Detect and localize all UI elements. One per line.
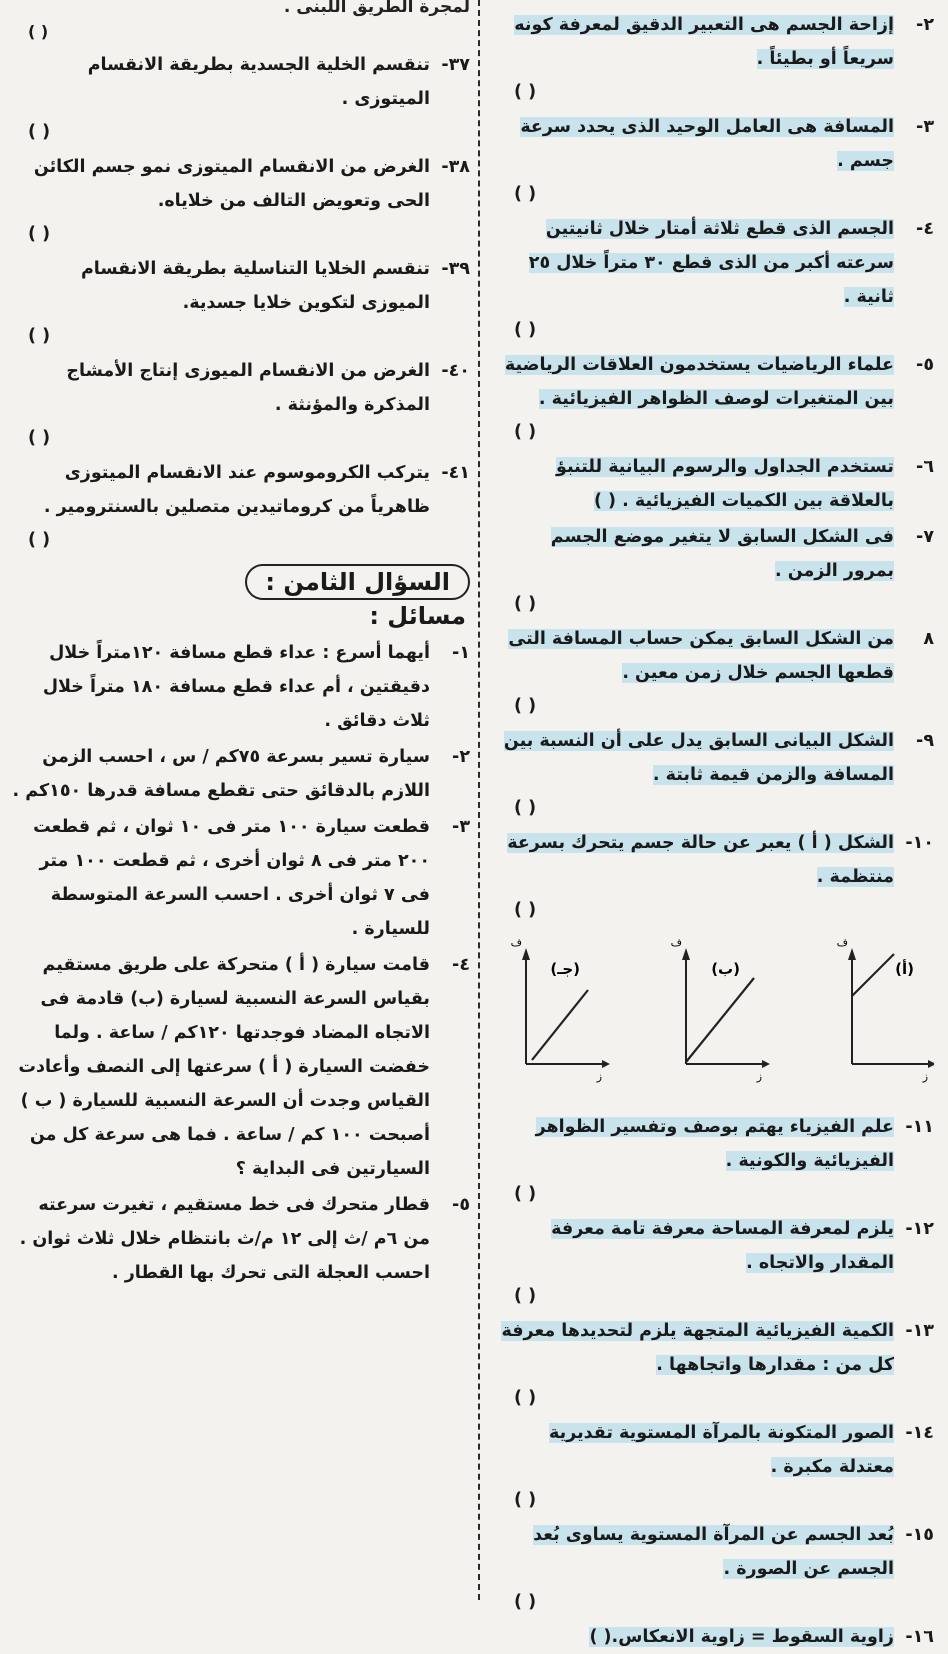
question-item	[496, 212, 934, 346]
question-number: ٤-	[916, 219, 934, 239]
answer-parens[interactable]: ( )	[514, 798, 537, 818]
question-text: الغرض من الانقسام الميتوزى نمو جسم الكائن الحى وتعويض التالف من خلاياه.	[33, 157, 430, 211]
answer-parens[interactable]: ( )	[514, 1286, 537, 1306]
question-number: ٧-	[916, 527, 934, 547]
graph-a-label: (أ)	[895, 960, 914, 978]
question-number: ١٣-	[905, 1321, 934, 1341]
question-item	[10, 48, 470, 148]
question-text: بُعد الجسم عن المرآة المستوية يساوى بُعد الجسم عن الصورة .	[533, 1525, 894, 1579]
question-item	[10, 810, 470, 946]
question-number: ٣-	[916, 117, 934, 137]
question-text: علماء الرياضيات يستخدمون العلاقات الرياضية بين المتغيرات لوصف الظواهر الفيزيائية .	[504, 355, 894, 409]
question-number: ١٠-	[905, 833, 934, 853]
question-item	[496, 1314, 934, 1414]
graph-a-yaxis: ف	[836, 936, 848, 949]
question-item	[496, 1110, 934, 1210]
answer-parens[interactable]: ( )	[28, 224, 51, 244]
question-number: ٤-	[452, 955, 470, 975]
question-number: ٥-	[452, 1195, 470, 1215]
answer-parens[interactable]: ( )	[514, 594, 537, 614]
question-text: أيهما أسرع : عداء قطع مسافة ١٢٠متراً خلال دقيقتين ، أم عداء قطع مسافة ١٨٠ متراً خلال ثلاث دقائق .	[42, 643, 430, 731]
answer-parens[interactable]: ( )	[28, 326, 51, 346]
question-item	[496, 1518, 934, 1618]
section-subtitle: مسائل :	[369, 602, 466, 630]
question-item	[496, 520, 934, 620]
cut-text: لمجرة الطريق اللبنى .	[283, 0, 470, 17]
answer-parens[interactable]: ( )	[28, 530, 51, 550]
question-item	[496, 724, 934, 824]
section-title: السؤال الثامن :	[245, 564, 470, 600]
answer-parens[interactable]: ( )	[514, 422, 537, 442]
question-number: ٤٠-	[441, 361, 470, 381]
question-number: ١-	[452, 643, 470, 663]
answer-parens[interactable]: ( )	[514, 1184, 537, 1204]
answer-parens[interactable]: ( )	[514, 82, 537, 102]
graph-b-label: (ب)	[711, 960, 740, 978]
question-number: ٣٨-	[441, 157, 470, 177]
true-false-list-3	[10, 48, 470, 556]
answer-parens[interactable]: ( )	[514, 1592, 537, 1612]
question-number: ٦-	[916, 457, 934, 477]
question-item	[496, 1212, 934, 1312]
answer-parens: ( )	[28, 22, 49, 41]
question-text: الشكل البيانى السابق يدل على أن النسبة بين المسافة والزمن قيمة ثابتة .	[503, 731, 894, 785]
question-item	[10, 252, 470, 352]
answer-parens[interactable]: ( )	[28, 428, 51, 448]
question-number: ٢-	[452, 747, 470, 767]
question-text: قطعت سيارة ١٠٠ متر فى ١٠ ثوان ، ثم قطعت ٢٠٠ متر فى ٨ ثوان أخرى ، ثم قطعت ١٠٠ متر فى ٧ ثوان أخرى . احسب السرعة المتوسطة للسيارة .	[33, 817, 430, 939]
answer-parens[interactable]: ( )	[28, 122, 51, 142]
answer-parens[interactable]: ( )	[514, 1490, 537, 1510]
question-item	[496, 110, 934, 210]
question-number: ٨	[923, 629, 934, 649]
question-item	[10, 1188, 470, 1290]
question-item	[496, 1620, 934, 1654]
graph-c-label: (جـ)	[550, 960, 580, 978]
question-item	[496, 450, 934, 518]
question-number: ١٤-	[905, 1423, 934, 1443]
question-item	[10, 740, 470, 808]
question-text: الشكل ( أ ) يعبر عن حالة جسم يتحرك بسرعة منتظمة .	[507, 833, 894, 887]
answer-parens[interactable]: ( )	[514, 900, 537, 920]
right-column	[478, 0, 948, 1647]
question-text: تستخدم الجداول والرسوم البيانية للتنبؤ بالعلاقة بين الكميات الفيزيائية . ( )	[555, 457, 894, 511]
question-item	[496, 348, 934, 448]
question-text: من الشكل السابق يمكن حساب المسافة التى قطعها الجسم خلال زمن معين .	[508, 629, 894, 683]
question-item	[496, 1416, 934, 1516]
question-text: قامت سيارة ( أ ) متحركة على طريق مستقيم بقياس السرعة النسبية لسيارة (ب) قادمة فى الاتجاه المضاد فوجدتها ١٢٠كم / ساعة . ولما خفضت السيارة ( أ ) سرعتها إلى النصف وأعادت القياس وجدت أن السرعة النسبية للسيارة ( ب ) أصبحت ١٠٠ كم / ساعة . فما هى سرعة كل من السيارتين فى البداية ؟	[18, 955, 430, 1179]
question-text: يلزم لمعرفة المساحة معرفة تامة معرفة المقدار والاتجاه .	[551, 1219, 894, 1273]
question-item	[496, 826, 934, 926]
left-column	[0, 0, 478, 1600]
graph-b	[671, 936, 770, 1083]
graph-a	[837, 936, 934, 1083]
question-text: الجسم الذى قطع ثلاثة أمتار خلال ثانيتين سرعته أكبر من الذى قطع ٣٠ متراً خلال ٢٥ ثانية .	[528, 219, 894, 307]
question-number: ١٢-	[905, 1219, 934, 1239]
graphs-figure	[496, 934, 934, 1104]
question-text: علم الفيزياء يهتم بوصف وتفسير الظواهر الفيزيائية والكونية .	[535, 1117, 894, 1171]
question-text: قطار متحرك فى خط مستقيم ، تغيرت سرعته من ٦م /ث إلى ١٢ م/ث بانتظام خلال ثلاث ثوان . احسب العجلة التى تحرك بها القطار .	[19, 1195, 430, 1283]
question-text: إزاحة الجسم هى التعبير الدقيق لمعرفة كونه سريعاً أو بطيئاً .	[514, 15, 894, 69]
graph-b-xaxis: ز	[756, 1070, 762, 1083]
question-item	[496, 8, 934, 108]
question-text: الكمية الفيزيائية المتجهة يلزم لتحديدها معرفة كل من : مقدارها واتجاهها .	[501, 1321, 894, 1375]
answer-parens[interactable]: ( )	[514, 320, 537, 340]
problems-list	[10, 636, 470, 1290]
question-text: سيارة تسير بسرعة ٧٥كم / س ، احسب الزمن اللازم بالدقائق حتى تقطع مسافة قدرها ١٥٠كم .	[12, 747, 430, 801]
question-number: ٤١-	[441, 463, 470, 483]
question-text: تنقسم الخلايا التناسلية بطريقة الانقسام الميوزى لتكوين خلايا جسدية.	[80, 259, 430, 313]
question-number: ١٦-	[905, 1627, 934, 1647]
question-text: زاوية السقوط = زاوية الانعكاس.( )	[589, 1627, 894, 1647]
question-number: ٣-	[452, 817, 470, 837]
question-text: تنقسم الخلية الجسدية بطريقة الانقسام الميتوزى .	[87, 55, 430, 109]
answer-parens[interactable]: ( )	[514, 184, 537, 204]
question-item	[10, 948, 470, 1186]
graphs-svg	[496, 934, 934, 1104]
question-number: ٩-	[916, 731, 934, 751]
graph-a-xaxis: ز	[922, 1070, 928, 1083]
question-text: الغرض من الانقسام الميوزى إنتاج الأمشاج المذكرة والمؤنثة .	[66, 361, 430, 415]
answer-parens[interactable]: ( )	[514, 1388, 537, 1408]
question-item	[10, 636, 470, 738]
true-false-list-1	[496, 8, 934, 926]
question-item	[10, 150, 470, 250]
answer-parens[interactable]: ( )	[514, 696, 537, 716]
question-text: الصور المتكونة بالمرآة المستوية تقديرية معتدلة مكبرة .	[549, 1423, 894, 1477]
graph-c-xaxis: ز	[596, 1070, 602, 1083]
question-number: ٥-	[916, 355, 934, 375]
graph-c	[511, 936, 610, 1083]
question-number: ١١-	[905, 1117, 934, 1137]
true-false-list-2	[496, 1110, 934, 1654]
question-number: ٣٧-	[441, 55, 470, 75]
question-item	[496, 622, 934, 722]
question-number: ٣٩-	[441, 259, 470, 279]
question-text: فى الشكل السابق لا يتغير موضع الجسم بمرور الزمن .	[550, 527, 894, 581]
graph-b-yaxis: ف	[670, 936, 682, 949]
question-number: ٢-	[916, 15, 934, 35]
question-item	[10, 456, 470, 556]
question-item	[10, 354, 470, 454]
question-text: يتركب الكروموسوم عند الانقسام الميتوزى ظاهرياً من كروماتيدين متصلين بالسنترومير .	[43, 463, 430, 517]
question-text: المسافة هى العامل الوحيد الذى يحدد سرعة جسم .	[520, 117, 894, 171]
question-number: ١٥-	[905, 1525, 934, 1545]
graph-c-yaxis: ف	[510, 936, 522, 949]
